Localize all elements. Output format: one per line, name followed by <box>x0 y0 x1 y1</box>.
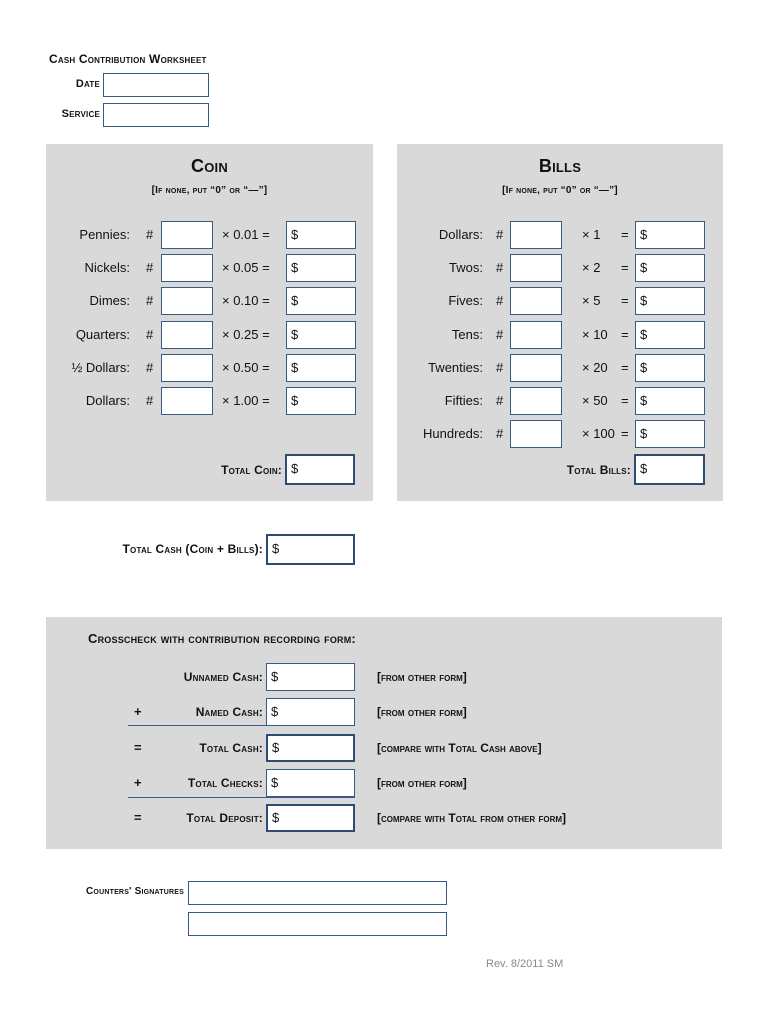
crosscheck-amount-field[interactable]: $ <box>266 698 355 726</box>
coin-multiplier: × 1.00 = <box>222 393 270 408</box>
bills-title: Bills <box>538 156 582 176</box>
crosscheck-operator: = <box>134 740 142 755</box>
bills-multiplier: × 100 <box>582 426 615 441</box>
coin-count-hash: # <box>146 227 154 242</box>
coin-count-field[interactable] <box>161 254 213 282</box>
bills-instruction: [If none, put “0” or “—”] <box>502 185 618 196</box>
coin-title: Coin <box>191 156 228 176</box>
total-bills-label: Total Bills: <box>566 463 631 477</box>
bills-equals: = <box>621 393 629 408</box>
crosscheck-amount-field[interactable]: $ <box>266 769 355 797</box>
coin-count-field[interactable] <box>161 287 213 315</box>
coin-count-field[interactable] <box>161 321 213 349</box>
bills-count-field[interactable] <box>510 354 562 382</box>
bills-multiplier: × 10 <box>582 327 608 342</box>
crosscheck-row-label: Total Cash: <box>199 741 263 755</box>
bills-count-hash: # <box>496 227 504 242</box>
bills-row-label: Fifties: <box>444 393 483 408</box>
bills-count-field[interactable] <box>510 387 562 415</box>
coin-count-hash: # <box>146 360 154 375</box>
bills-amount-field[interactable]: $ <box>635 354 705 382</box>
coin-row-label: Pennies: <box>79 227 130 242</box>
coin-amount-field[interactable]: $ <box>286 287 356 315</box>
coin-multiplier: × 0.01 = <box>222 227 270 242</box>
bills-multiplier: × 5 <box>582 293 601 308</box>
revision-note: Rev. 8/2011 SM <box>486 958 564 970</box>
coin-multiplier: × 0.05 = <box>222 260 270 275</box>
crosscheck-row-label: Named Cash: <box>195 705 263 719</box>
signature-field-2[interactable] <box>188 912 447 936</box>
signatures-label: Counters' Signatures <box>86 886 184 897</box>
crosscheck-note: [compare with Total Cash above] <box>377 741 542 755</box>
crosscheck-operator: = <box>134 810 142 825</box>
bills-count-field[interactable] <box>510 221 562 249</box>
bills-count-field[interactable] <box>510 287 562 315</box>
bills-equals: = <box>621 426 629 441</box>
coin-count-hash: # <box>146 393 154 408</box>
bills-amount-field[interactable]: $ <box>635 287 705 315</box>
crosscheck-note: [from other form] <box>377 776 467 790</box>
coin-multiplier: × 0.25 = <box>222 327 270 342</box>
coin-multiplier: × 0.50 = <box>222 360 270 375</box>
crosscheck-operator: + <box>134 775 142 790</box>
crosscheck-amount-field[interactable]: $ <box>266 734 355 762</box>
worksheet-title: Cash Contribution Worksheet <box>49 52 207 66</box>
coin-count-field[interactable] <box>161 387 213 415</box>
bills-amount-field[interactable]: $ <box>635 254 705 282</box>
bills-row-label: Twos: <box>449 260 483 275</box>
coin-count-hash: # <box>146 293 154 308</box>
coin-amount-field[interactable]: $ <box>286 254 356 282</box>
crosscheck-note: [compare with Total from other form] <box>377 811 567 825</box>
bills-multiplier: × 20 <box>582 360 608 375</box>
coin-multiplier: × 0.10 = <box>222 293 270 308</box>
bills-multiplier: × 1 <box>582 227 601 242</box>
bills-count-hash: # <box>496 260 504 275</box>
crosscheck-row-label: Total Deposit: <box>186 811 263 825</box>
bills-count-hash: # <box>496 293 504 308</box>
date-label: Date <box>75 78 100 90</box>
coin-row-label: Nickels: <box>84 260 130 275</box>
coin-count-hash: # <box>146 260 154 275</box>
coin-amount-field[interactable]: $ <box>286 354 356 382</box>
bills-row-label: Dollars: <box>438 227 483 242</box>
coin-instruction: [If none, put “0” or “—”] <box>151 185 268 196</box>
bills-equals: = <box>621 360 629 375</box>
bills-amount-field[interactable]: $ <box>635 221 705 249</box>
bills-row-label: Tens: <box>451 327 483 342</box>
total-coin-field[interactable]: $ <box>285 454 355 485</box>
service-field[interactable] <box>103 103 209 127</box>
bills-count-hash: # <box>496 327 504 342</box>
total-coin-label: Total Coin: <box>221 463 282 477</box>
bills-equals: = <box>621 260 629 275</box>
coin-amount-field[interactable]: $ <box>286 387 356 415</box>
total-cash-field[interactable]: $ <box>266 534 355 565</box>
crosscheck-amount-field[interactable]: $ <box>266 804 355 832</box>
bills-count-field[interactable] <box>510 321 562 349</box>
service-label: Service <box>61 108 100 120</box>
crosscheck-row-label: Unnamed Cash: <box>183 670 263 684</box>
coin-row-label: ½ Dollars: <box>71 360 130 375</box>
bills-equals: = <box>621 227 629 242</box>
bills-count-hash: # <box>496 426 504 441</box>
signature-field-1[interactable] <box>188 881 447 905</box>
bills-amount-field[interactable]: $ <box>635 387 705 415</box>
named-cash-underline <box>128 725 355 726</box>
bills-row-label: Hundreds: <box>423 426 483 441</box>
bills-count-hash: # <box>496 393 504 408</box>
bills-equals: = <box>621 293 629 308</box>
bills-count-field[interactable] <box>510 254 562 282</box>
coin-count-hash: # <box>146 327 154 342</box>
total-cash-label: Total Cash (Coin + Bills): <box>122 542 263 556</box>
date-field[interactable] <box>103 73 209 97</box>
coin-count-field[interactable] <box>161 221 213 249</box>
crosscheck-note: [from other form] <box>377 705 467 719</box>
bills-equals: = <box>621 327 629 342</box>
bills-row-label: Fives: <box>448 293 483 308</box>
coin-row-label: Dollars: <box>85 393 130 408</box>
total-bills-field[interactable]: $ <box>634 454 705 485</box>
coin-count-field[interactable] <box>161 354 213 382</box>
bills-count-hash: # <box>496 360 504 375</box>
bills-amount-field[interactable]: $ <box>635 321 705 349</box>
coin-amount-field[interactable]: $ <box>286 321 356 349</box>
crosscheck-amount-field[interactable]: $ <box>266 663 355 691</box>
crosscheck-title: Crosscheck with contribution recording form: <box>88 631 356 646</box>
total-checks-underline <box>128 797 355 798</box>
bills-row-label: Twenties: <box>428 360 483 375</box>
crosscheck-operator: + <box>134 704 142 719</box>
coin-row-label: Quarters: <box>75 327 130 342</box>
coin-amount-field[interactable]: $ <box>286 221 356 249</box>
crosscheck-row-label: Total Checks: <box>187 776 263 790</box>
bills-count-field[interactable] <box>510 420 562 448</box>
bills-amount-field[interactable]: $ <box>635 420 705 448</box>
crosscheck-note: [from other form] <box>377 670 467 684</box>
bills-multiplier: × 2 <box>582 260 601 275</box>
bills-multiplier: × 50 <box>582 393 608 408</box>
coin-row-label: Dimes: <box>89 293 130 308</box>
